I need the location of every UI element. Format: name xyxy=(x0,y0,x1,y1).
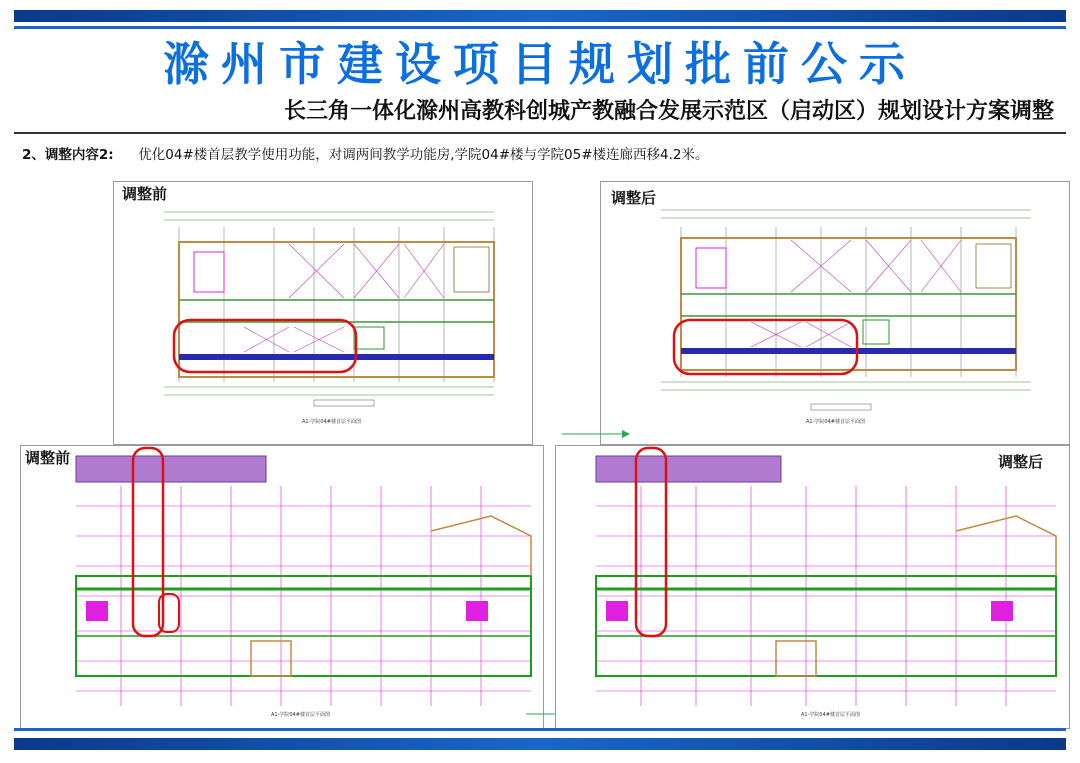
plan-caption: A1-学院04#楼首层平面图 xyxy=(302,419,361,425)
plan-caption: A1-学院04#楼首层平面图 xyxy=(806,419,865,425)
site-plan-bottom-after xyxy=(556,446,1069,728)
label-before: 调整前 xyxy=(25,449,71,467)
top-band-line xyxy=(14,26,1066,29)
arrow-right-icon xyxy=(562,428,632,440)
bottom-band xyxy=(14,738,1066,750)
page-subtitle: 长三角一体化滁州高教科创城产教融合发展示范区（启动区）规划设计方案调整 xyxy=(283,99,1054,124)
panel-top-right-after xyxy=(600,181,1070,445)
label-after: 调整后 xyxy=(611,189,657,207)
floor-plan-top-after xyxy=(601,182,1069,444)
top-band xyxy=(14,10,1066,22)
plan-caption: A1-学院04#楼首层平面图 xyxy=(271,712,330,718)
label-before: 调整前 xyxy=(122,185,168,203)
panel-bottom-left-before xyxy=(20,445,544,729)
subtitle-underline xyxy=(14,132,1066,134)
item-text: 优化04#楼首层教学使用功能，对调两间教学功能房,学院04#楼与学院05#楼连廊西移4.2米。 xyxy=(138,147,709,163)
site-plan-bottom-before xyxy=(21,446,543,728)
plan-caption: A1-学院04#楼首层平面图 xyxy=(801,712,860,718)
page-title: 滁州市建设项目规划批前公示 xyxy=(163,37,917,91)
label-after: 调整后 xyxy=(998,453,1044,471)
item-label: 2、调整内容2: xyxy=(22,147,114,163)
panel-top-left-before xyxy=(113,181,533,445)
panel-bottom-right-after xyxy=(555,445,1070,729)
floor-plan-top-before xyxy=(114,182,532,444)
bottom-band-line xyxy=(14,728,1066,731)
adjustment-description xyxy=(22,145,709,165)
